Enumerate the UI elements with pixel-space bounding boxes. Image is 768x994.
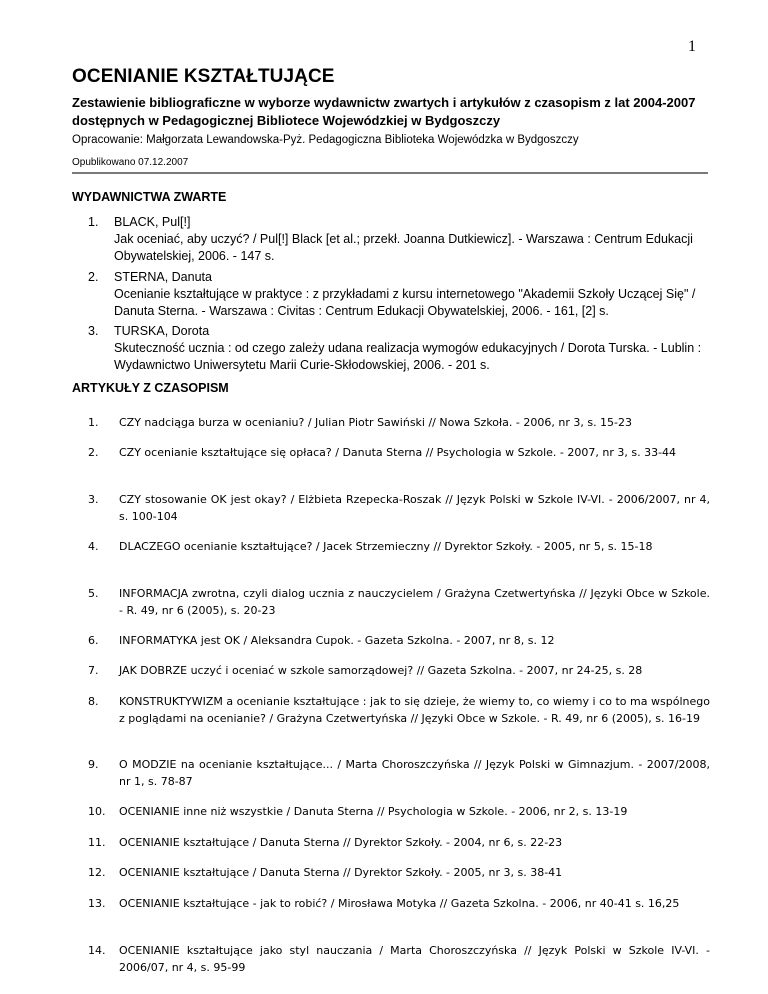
article-number: 11. [88, 836, 106, 849]
article-text: KONSTRUKTYWIZM a ocenianie kształtujące : jak to się dzieje, że wiemy to, co wiemy i co to ma wspólnego z poglądami na ocenianie? / Grażyna Czetwertyńska // Języki Obce w Szkole. - R. 49, nr 6 (2005), s. 16-19 [119, 695, 710, 725]
book-description: Ocenianie kształtujące w praktyce : z przykładami z kursu internetowego "Akademii Szkoły Uczącej Się" / Danuta Sterna. - Warszawa : Civitas : Centrum Edukacji Obywatelskiej, 2006. - 161, [2] s. [114, 287, 696, 318]
article-number: 1. [88, 416, 99, 429]
article-number: 8. [88, 695, 99, 708]
article-number: 12. [88, 866, 106, 879]
article-text: CZY ocenianie kształtujące się opłaca? / Danuta Sterna // Psychologia w Szkole. - 2007, nr 3, s. 33-44 [119, 446, 677, 459]
article-text: OCENIANIE kształtujące / Danuta Sterna // Dyrektor Szkoły. - 2004, nr 6, s. 22-23 [119, 836, 563, 849]
document-subtitle: Zestawienie bibliograficzne w wyborze wydawnictw zwartych i artykułów z czasopism z lat 2004-2007 dostępnych w Pedagogicznej Bibliotece Wojewódzkiej w Bydgoszczy [72, 95, 696, 128]
article-number: 13. [88, 897, 106, 910]
article-text: OCENIANIE inne niż wszystkie / Danuta Sterna // Psychologia w Szkole. - 2006, nr 2, s. 13-19 [119, 805, 628, 818]
articles-section-heading: ARTYKUŁY Z CZASOPISM [72, 381, 229, 395]
article-text: INFORMATYKA jest OK / Aleksandra Cupok. - Gazeta Szkolna. - 2007, nr 8, s. 12 [119, 634, 555, 647]
article-text: OCENIANIE kształtujące jako styl nauczania / Marta Choroszczyńska // Język Polski w Szkole IV-VI. - 2006/07, nr 4, s. 95-99 [119, 944, 710, 974]
article-number: 4. [88, 540, 99, 553]
article-text: OCENIANIE kształtujące / Danuta Sterna // Dyrektor Szkoły. - 2005, nr 3, s. 38-41 [119, 866, 563, 879]
book-author: TURSKA, Dorota [114, 324, 210, 338]
book-number: 1. [88, 215, 99, 229]
article-number: 2. [88, 446, 99, 459]
article-number: 9. [88, 758, 99, 771]
article-text: CZY stosowanie OK jest okay? / Elżbieta Rzepecka-Roszak // Język Polski w Szkole IV-VI. - 2006/2007, nr 4, s. 100-104 [119, 493, 710, 523]
article-text: OCENIANIE kształtujące - jak to robić? / Mirosława Motyka // Gazeta Szkolna. - 2006, nr 40-41 s. 16,25 [119, 897, 680, 910]
document-title: OCENIANIE KSZTAŁTUJĄCE [72, 66, 335, 87]
article-number: 14. [88, 944, 106, 957]
publication-date: Opublikowano 07.12.2007 [72, 157, 189, 168]
book-number: 2. [88, 270, 99, 284]
article-text: INFORMACJA zwrotna, czyli dialog ucznia z nauczycielem / Grażyna Czetwertyńska // Języki Obce w Szkole. - R. 49, nr 6 (2005), s. 20-23 [119, 587, 710, 617]
page-number: 1 [688, 38, 696, 55]
book-author: BLACK, Pul[!] [114, 215, 191, 229]
prepared-by: Opracowanie: Małgorzata Lewandowska-Pyż. Pedagogiczna Biblioteka Wojewódzka w Bydgoszczy [72, 134, 579, 146]
article-text: JAK DOBRZE uczyć i oceniać w szkole samorządowej? // Gazeta Szkolna. - 2007, nr 24-25, s. 28 [119, 664, 643, 677]
article-number: 10. [88, 805, 106, 818]
header-divider [72, 172, 708, 174]
books-section-heading: WYDAWNICTWA ZWARTE [72, 190, 227, 204]
book-description: Skuteczność ucznia : od czego zależy udana realizacja wymogów edukacyjnych / Dorota Turska. - Lublin : Wydawnictwo Uniwersytetu Marii Curie-Skłodowskiej, 2006. - 201 s. [114, 341, 702, 372]
book-number: 3. [88, 324, 99, 338]
article-number: 7. [88, 664, 99, 677]
article-number: 3. [88, 493, 99, 506]
article-text: CZY nadciąga burza w ocenianiu? / Julian Piotr Sawiński // Nowa Szkoła. - 2006, nr 3, s. 15-23 [119, 416, 633, 429]
book-author: STERNA, Danuta [114, 270, 212, 284]
article-text: O MODZIE na ocenianie kształtujące... / Marta Choroszczyńska // Język Polski w Gimnazjum. - 2007/2008, nr 1, s. 78-87 [119, 758, 710, 788]
book-description: Jak oceniać, aby uczyć? / Pul[!] Black [et al.; przekł. Joanna Dutkiewicz]. - Warszawa : Centrum Edukacji Obywatelskiej, 2006. - 147 s. [114, 232, 693, 263]
article-text: DLACZEGO ocenianie kształtujące? / Jacek Strzemieczny // Dyrektor Szkoły. - 2005, nr 5, s. 15-18 [119, 540, 653, 553]
article-number: 5. [88, 587, 99, 600]
article-number: 6. [88, 634, 99, 647]
